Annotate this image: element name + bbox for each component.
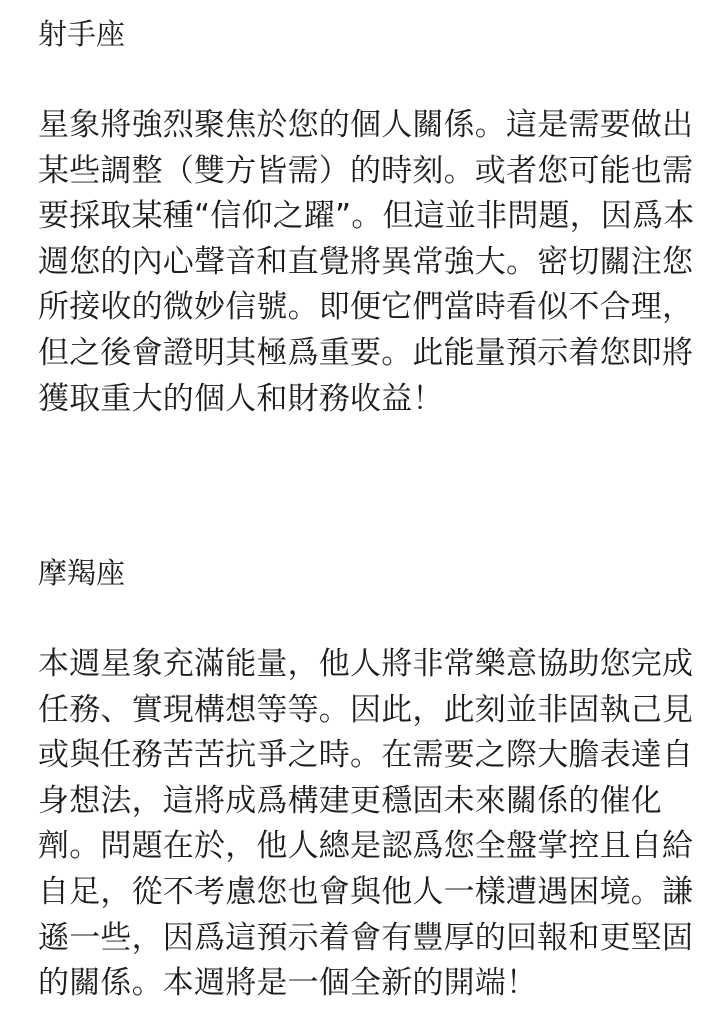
paragraph-line: 要採取某種“信仰之躍”。但這並非問題，因爲本 xyxy=(38,198,695,235)
paragraph-line: 某些調整（雙方皆需）的時刻。或者您可能也需 xyxy=(38,152,694,189)
paragraph-line: 劑。問題在於，他人總是認爲您全盤掌控且自給 xyxy=(38,828,694,865)
paragraph-line: 週您的內心聲音和直覺將異常強大。密切關注您 xyxy=(38,243,694,280)
paragraph-line: 任務、實現構想等等。因此，此刻並非固執己見 xyxy=(38,691,694,728)
paragraph-line: 遜一些，因爲這預示着會有豐厚的回報和更堅固 xyxy=(38,919,694,956)
paragraph-line: 但之後會證明其極爲重要。此能量預示着您即將 xyxy=(38,334,694,371)
paragraph-line: 身想法，這將成爲構建更穩固未來關係的催化 xyxy=(38,782,662,819)
section-title-capricorn: 摩羯座 xyxy=(38,556,126,590)
paragraph-line: 所接收的微妙信號。即便它們當時看似不合理， xyxy=(38,289,694,326)
paragraph-line: 本週星象充滿能量，他人將非常樂意協助您完成 xyxy=(38,646,694,682)
section-body-capricorn xyxy=(38,642,694,1007)
paragraph-line: 獲取重大的個人和財務收益！ xyxy=(38,380,444,417)
paragraph-line: 自足，從不考慮您也會與他人一樣遭遇困境。謙 xyxy=(38,873,694,910)
section-title-sagittarius: 射手座 xyxy=(38,17,126,51)
section-body-sagittarius xyxy=(38,103,695,422)
paragraph-line: 的關係。本週將是一個全新的開端！ xyxy=(38,965,538,1002)
paragraph-line: 或與任務苦苦抗爭之時。在需要之際大膽表達自 xyxy=(38,737,694,774)
paragraph-line: 星象將強烈聚焦於您的個人關係。這是需要做出 xyxy=(38,107,694,143)
